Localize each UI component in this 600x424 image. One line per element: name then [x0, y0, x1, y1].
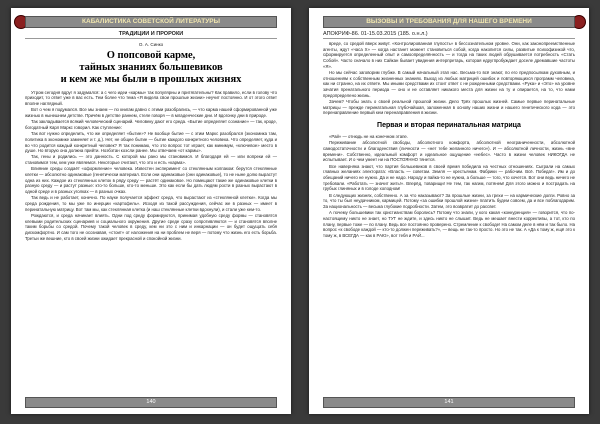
paragraph: Так закладывается всякий человеческий сценарий. Человеку дают его среда. «Бытие определяет сознание» — так, кроде, богодатный Карл Маркс говорил. Как ступление:: [25, 119, 277, 130]
page-number: 141: [323, 397, 575, 408]
paragraph: Переживание абсолютной свободы, абсолютного комфорта, абсолютной неограниченности, абсолютной самодостаточности и благоденствия (личности — «нет тебе желанного ничего»). И — абсолютной личности, жизнь «вне времени». Собственно, идеальный комфорт и идеальное ощущение «небес». Часто в жизни человек НИКОГДА не испытывает. И о чем умеет ни на ПОСТОЯННО тянется.: [323, 140, 575, 163]
paragraph: Зачем? Чтобы знать о своей реальной прошлой жизни. Дело Трёх прошлых жизней. Самые первые перинатальные матрицы — прежде перинатальная глубочайшая, заложенная в основу наших жизни и нашего генетического кода — это перенаправление первый кем перенаправления в жизни.: [323, 99, 575, 116]
paragraph: Все наверняка знают, что партия большевиков в своей время победила на честных отношениях. Сыграли на самых главных желаниях электората: «Власть — советам. Земля — крестьянам. Фабрики — рабочим. Всё. Победа!». Им и до обещаний ничего не нужно. Да и не надо. Народу и пайка-то не нужна, а больше — того, что хочется. Вот они ведь ничего не требовали. «Работать — значит жить!». Вперёд, товарищи! Не тем, так нагим, потянем! Для этого можно и пострадать на грубых глиняных и в голоде холодном!: [323, 163, 575, 192]
paragraph: «Рай» — отнюдь не на конечном этапе.: [329, 134, 408, 140]
paragraph: вреде, со средой вверх живут. «Контролированная глупость» в бессознательном уровне. Они, как законопреемственные агенты, ждут «часа Х» — когда настанет момент становиться собой, когда накопится силы, развитые психофизикой что, сформируется определенный опыт и самоопределённость — и тогда на таких людей обрушивается потребность «Стать Собой». Часто сначало в них Сайкан бывает увидения интерпретарь, которая едругпробуждает доселе дремавшие частоты «Я».: [323, 41, 575, 69]
section-label: ТРАДИЦИИ И ПРОРОКИ: [25, 30, 277, 39]
paragraph: Но мы сейчас заговорим глубже. В самый начальный этап нас. Весьма-то всё знают, по его предпосылкам духовным, и отношениям к собственным жизненных знаниях. Выход из любых матрицей ошибок и повторяющихся программ человека, как ни странно, на их ответе. Мы иными средствами их стоит ответ с не рожденными средствами. «Рука» и «Это» на уровне зачатия пренатального периода — оно и не оставляет никакого места для жизни на ту и опирается, на то, что нами предопределено жизнь.: [323, 70, 575, 98]
page-number: 140: [25, 397, 277, 408]
left-page: [11, 8, 291, 414]
title-line: О попсовой карме,: [106, 49, 196, 61]
paragraph: Влияние среды создаёт «оформление» человека. Известен эксперимент со стеклянным колпаком: берутся стеклянные клетки — абсолютно одинаковые (генетически материал. Если они одинаковые (они одинаковые), то не ныне долю вырастут одна из них. Каждое из стеклянных клеток в ряду среду — растёт одинаковое. Но помещают такие же одинаковые клетки в разную среду — и растут разные: кто-то больше, кто-то меньше. Это как если бы дать людям рости в разных вырастают в одной среде и в разных уголках — в разных очках.: [25, 166, 277, 195]
paragraph: А почему большевики так христианствам боролись? Потому что знали, у кого какая «конкуренция» — говорится, что по-настоящему никто не знает, но ТУТ не ждите, и здесь никто не слышит. Ведь не мешает внести коррективы, а тот, кто по плану, первые тоже — по плану. Ведь все постоянно проверено. Стремление к свободе! На самом деле в нём и так было. На вопрос «к свободе каждой — кто-то должен переживать?», — вещь не так-то просто. Но это не так. А «Да к тому ж, ещё это к тому ж, в ВСЕГДА — как в РАЮ», вот тебя и РАЙ...: [323, 210, 575, 239]
paragraph: Рождаются, и среда начинает влиять. Одни под среду формируются, принимая удобную среду формы — становятся клевыми родительских сценариев и социального окружения. Другие среде сразу сопротивляются — и становятся вполне таким борьбы со средой. Почему такой человек в среду, кем ни это с ним и инкарнации — он будет ощущать себя дискомфортно. И сам того не осознавая, «стоит» от наложения на ни проблем не веря — потому что жизнь его есть борьба. Третьи же вешние, кто в своей жизни ожидает прекрасной и спокойной жизни.: [25, 212, 277, 241]
title-line: и кем же мы были в прошлых жизнях: [60, 73, 242, 85]
article-body: [25, 41, 277, 394]
paragraph: Утром сегодня вдруг я задумался: а с чего идеи «кармы» так популярны и притягательны? Как правило, если в голову что приходит, то ответ уже в вас есть. Тем более что тема «Я видела свои прошлые жизни» неучит постоянно. И от этого ответ вполне наглядный.: [25, 89, 277, 107]
right-page: [309, 8, 589, 414]
running-header: КАБАЛИСТИКА СОВЕТСКОЙ ЛИТЕРАТУРЫ: [25, 16, 277, 28]
article-body: [323, 41, 575, 394]
title-line: тайных знаниях большевиков: [79, 61, 223, 73]
article-title: [25, 50, 277, 86]
running-header: ВЫЗОВЫ И ТРЕБОВАНИЯ ДЛЯ НАШЕГО ВРЕМЕНИ: [323, 16, 575, 28]
paragraph: Так ведь и не работает, конечно. По науке получается эффект среда, что вырастают из «стеклянной клетки». Когда мы среда рождения, то мы уже по инерции «картофель». Исходя из такой рассуждения, сейчас же в разных — имеет в перинатальную матрицу. Вот там мы, как стеклянная клетка (и наш стеклянные клетки вдохнули), и стали уже кем-то.: [25, 195, 277, 212]
paragraph: Вот о чем я подумался. Все мы знаем — по книгам давно с этими разобрались, — что карма нашей сформированной уже жизнью в нынешнем детстве. Причём в детстве раннем, стеле говоря — в младенческие дни. И вдогонку дни в природе.: [25, 107, 277, 119]
paragraph: Так, гены и родились — это данность. С которой мы рано мы становимся. И благодаря ей — или вопреки ей — становимся тем, кем уже являемся. Некоторые считают, что это и есть «карма».: [25, 154, 277, 166]
paragraph: Так вот нужно определить, что же определяет «бытие»? Не вообще бытие — с этим Маркс разобрался (экономика там, политика в экономике заменяет и т. д.). Нет, не общее бытие — бытие каждого конкретного человека. Что определяет, куда и во что родится каждый конкретный человек? Я так понимаю, что это вопрос тот играет, как минимум, «ключевое» место в душе. Но вторую она должна прийти. Ноэбэтан коэсли ранее. Мы отвечаем «от кармы».: [25, 131, 277, 154]
issue-label: АПОКРИФ-86. 01-15.03.2015 (185. о.н.л.): [323, 30, 575, 39]
paragraph: В следующих жизнях, собственно. А за что наказывают? За прошлые жизни, за грехи — на кармические долги. Ровно за то, что ты был неудачником, кармицей. Потому «за ошибки прошлой жизни» платить будем совсем, да и все поблагодарим. За национальность — весьма глубокие подробности. Затем, это возвратит до рассвет.: [323, 192, 575, 210]
section-heading: Первая и вторая перинатальная матрица: [377, 122, 521, 130]
author: О. А. Синко: [138, 42, 164, 47]
